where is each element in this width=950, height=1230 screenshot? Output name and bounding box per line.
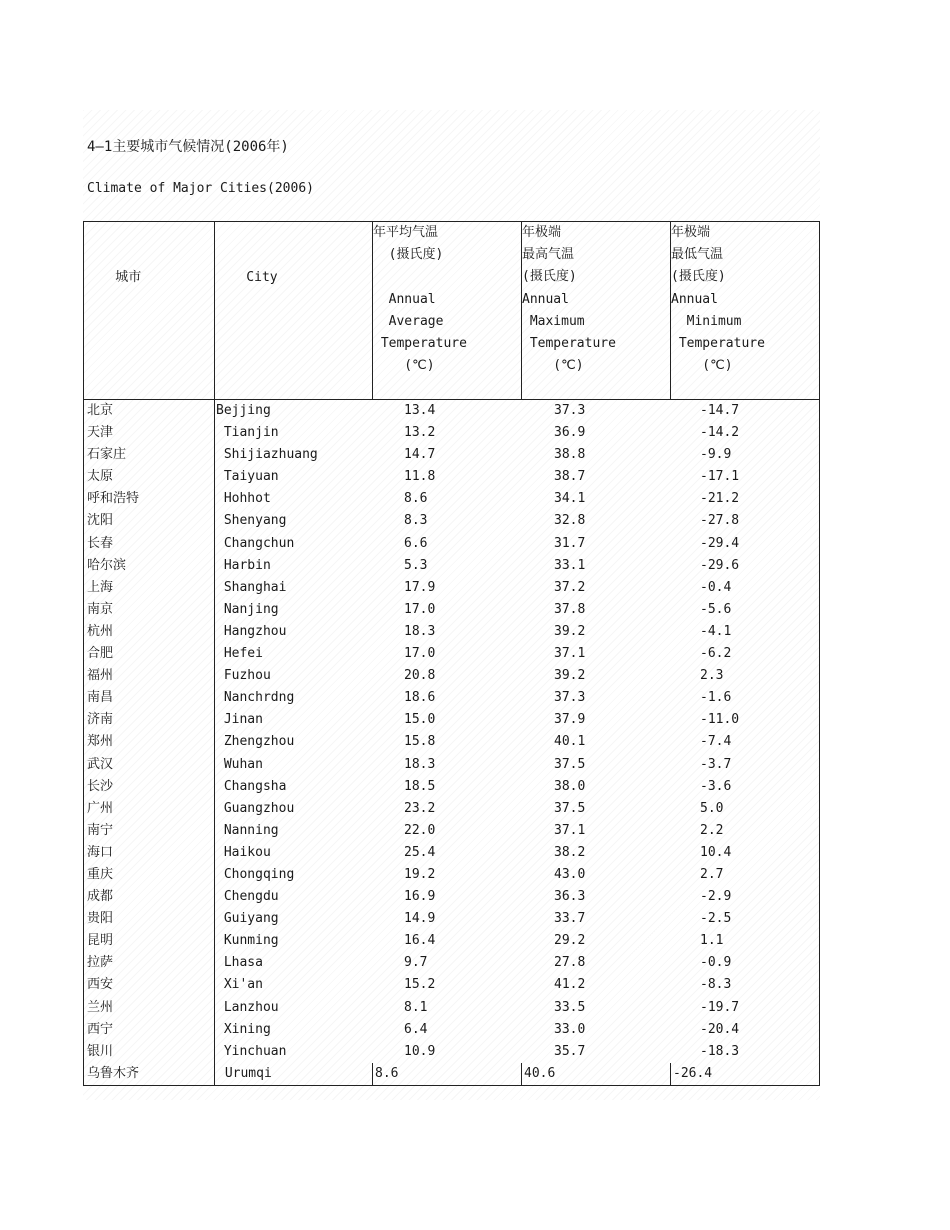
table-row xyxy=(84,422,819,444)
city-name-en: Zhengzhou xyxy=(216,734,295,750)
city-name-en: Yinchuan xyxy=(216,1043,287,1059)
city-name-en: Tianjin xyxy=(216,425,279,441)
annual-average-temperature: 18.6 xyxy=(404,690,436,706)
city-name-cn: 杭州 xyxy=(87,623,114,639)
annual-average-temperature: 25.4 xyxy=(404,844,436,860)
city-name-cn: 长春 xyxy=(87,535,114,551)
city-name-en: Nanchrdng xyxy=(216,690,295,706)
annual-maximum-temperature: 39.2 xyxy=(554,623,586,639)
annual-average-temperature: 14.9 xyxy=(404,911,436,927)
annual-maximum-temperature: 29.2 xyxy=(554,933,586,949)
annual-maximum-temperature: 37.3 xyxy=(554,403,586,418)
header-annual-maximum-temperature xyxy=(521,222,670,399)
city-name-cn: 南昌 xyxy=(87,690,114,706)
table-row xyxy=(84,1019,819,1041)
table-body xyxy=(84,400,819,1085)
table-row xyxy=(84,754,819,776)
city-name-en: Jinan xyxy=(216,712,263,728)
city-name-en: Chongqing xyxy=(216,866,295,882)
city-name-cn: 武汉 xyxy=(87,756,114,772)
annual-maximum-temperature: 36.9 xyxy=(554,425,586,441)
annual-maximum-temperature: 41.2 xyxy=(554,977,586,993)
header-avg-line: 年平均气温 xyxy=(373,225,439,240)
city-name-en: Changchun xyxy=(216,535,295,551)
city-name-cn: 天津 xyxy=(87,425,114,441)
city-name-cn: 呼和浩特 xyxy=(87,491,140,507)
annual-average-temperature: 18.3 xyxy=(404,623,436,639)
city-name-cn: 哈尔滨 xyxy=(87,557,127,573)
annual-maximum-temperature: 38.8 xyxy=(554,447,586,463)
city-name-en: Chengdu xyxy=(216,889,279,905)
header-min-line: Temperature xyxy=(671,335,765,351)
header-avg-line: Average xyxy=(373,313,444,329)
annual-average-temperature: 8.1 xyxy=(404,999,428,1015)
city-name-cn: 贵阳 xyxy=(87,911,114,927)
table-row xyxy=(84,908,819,930)
city-name-cn: 太原 xyxy=(87,469,114,485)
annual-minimum-temperature: -26.4 xyxy=(670,1063,819,1085)
annual-average-temperature: 10.9 xyxy=(404,1043,436,1059)
annual-average-temperature: 14.7 xyxy=(404,447,436,463)
annual-minimum-temperature: -8.3 xyxy=(700,977,732,993)
annual-maximum-temperature: 39.2 xyxy=(554,668,586,684)
city-name-cn: 石家庄 xyxy=(87,447,127,463)
annual-average-temperature: 11.8 xyxy=(404,469,436,485)
annual-maximum-temperature: 33.1 xyxy=(554,557,586,573)
table-row xyxy=(84,577,819,599)
annual-average-temperature: 13.2 xyxy=(404,425,436,441)
city-name-en: Kunming xyxy=(216,933,279,949)
table-row xyxy=(84,974,819,996)
annual-average-temperature: 17.0 xyxy=(404,601,436,617)
header-city-en-cell xyxy=(214,222,372,399)
annual-average-temperature: 18.5 xyxy=(404,778,436,794)
annual-minimum-temperature: 2.3 xyxy=(700,668,724,684)
city-name-cn: 乌鲁木齐 xyxy=(87,1065,140,1081)
city-name-cn: 上海 xyxy=(87,579,114,595)
annual-minimum-temperature: -3.6 xyxy=(700,778,732,794)
header-annual-minimum-temperature xyxy=(670,222,819,399)
header-city-en: City xyxy=(215,270,278,285)
city-name-cn: 成都 xyxy=(87,889,114,905)
table-header xyxy=(84,222,819,400)
header-min-line: (℃) xyxy=(671,358,733,374)
city-name-en: Xi'an xyxy=(216,977,263,993)
header-city-cn: 城市 xyxy=(84,270,142,285)
annual-maximum-temperature: 37.8 xyxy=(554,601,586,617)
city-name-cn: 南京 xyxy=(87,601,114,617)
annual-maximum-temperature: 40.1 xyxy=(554,734,586,750)
annual-maximum-temperature: 33.7 xyxy=(554,911,586,927)
annual-minimum-temperature: -29.6 xyxy=(700,557,740,573)
table-row xyxy=(84,776,819,798)
annual-average-temperature: 23.2 xyxy=(404,800,436,816)
annual-maximum-temperature: 37.1 xyxy=(554,646,586,662)
city-name-cn: 昆明 xyxy=(87,933,114,949)
annual-minimum-temperature: -7.4 xyxy=(700,734,732,750)
table-row xyxy=(84,997,819,1019)
city-name-en: Xining xyxy=(216,1021,271,1037)
city-name-en: Nanjing xyxy=(216,601,279,617)
table-row xyxy=(84,820,819,842)
header-min-line: 最低气温 xyxy=(671,247,724,263)
annual-average-temperature: 17.9 xyxy=(404,579,436,595)
header-max-line: 最高气温 xyxy=(522,247,575,263)
annual-average-temperature: 9.7 xyxy=(404,955,428,971)
header-min-line: (摄氏度) xyxy=(671,269,726,285)
column-divider xyxy=(214,400,215,1085)
city-name-cn: 重庆 xyxy=(87,866,114,882)
table-title-chinese: 4—1主要城市气候情况(2006年) xyxy=(87,139,289,155)
header-max-line: Temperature xyxy=(522,335,616,351)
annual-average-temperature: 17.0 xyxy=(404,646,436,662)
city-name-cn: 银川 xyxy=(87,1043,114,1059)
header-min-line: Minimum xyxy=(671,313,742,329)
table-row xyxy=(84,709,819,731)
city-name-en: Lhasa xyxy=(216,955,263,971)
table-row xyxy=(84,488,819,510)
header-max-line: (摄氏度) xyxy=(522,269,577,285)
city-name-cn: 南宁 xyxy=(87,822,114,838)
city-name-en: Urumqi xyxy=(214,1063,372,1085)
header-max-line: 年极端 xyxy=(522,225,562,240)
table-row xyxy=(84,930,819,952)
annual-average-temperature: 16.9 xyxy=(404,889,436,905)
table-row xyxy=(84,510,819,532)
table-row xyxy=(84,952,819,974)
city-name-en: Fuzhou xyxy=(216,668,271,684)
annual-maximum-temperature: 37.3 xyxy=(554,690,586,706)
annual-maximum-temperature: 40.6 xyxy=(521,1063,670,1085)
table-row xyxy=(84,886,819,908)
annual-minimum-temperature: -6.2 xyxy=(700,646,732,662)
annual-maximum-temperature: 32.8 xyxy=(554,513,586,529)
city-name-cn: 郑州 xyxy=(87,734,114,750)
annual-minimum-temperature: -3.7 xyxy=(700,756,732,772)
annual-average-temperature: 18.3 xyxy=(404,756,436,772)
city-name-cn: 兰州 xyxy=(87,999,114,1015)
city-name-cn: 西宁 xyxy=(87,1021,114,1037)
annual-maximum-temperature: 27.8 xyxy=(554,955,586,971)
table-row xyxy=(84,444,819,466)
annual-maximum-temperature: 38.7 xyxy=(554,469,586,485)
header-max-line: (℃) xyxy=(522,358,584,374)
annual-average-temperature: 8.6 xyxy=(372,1063,521,1085)
city-name-en: Taiyuan xyxy=(216,469,279,485)
annual-maximum-temperature: 33.5 xyxy=(554,999,586,1015)
table-row xyxy=(84,687,819,709)
annual-maximum-temperature: 37.1 xyxy=(554,822,586,838)
city-name-cn: 长沙 xyxy=(87,778,114,794)
annual-minimum-temperature: -27.8 xyxy=(700,513,740,529)
city-name-en: Shijiazhuang xyxy=(216,447,318,463)
city-name-en: Guangzhou xyxy=(216,800,295,816)
annual-maximum-temperature: 43.0 xyxy=(554,866,586,882)
table-row xyxy=(84,533,819,555)
annual-maximum-temperature: 37.9 xyxy=(554,712,586,728)
annual-minimum-temperature: -2.5 xyxy=(700,911,732,927)
city-name-en: Shenyang xyxy=(216,513,287,529)
annual-minimum-temperature: -4.1 xyxy=(700,623,732,639)
annual-maximum-temperature: 31.7 xyxy=(554,535,586,551)
climate-table xyxy=(83,221,820,1086)
annual-average-temperature: 6.4 xyxy=(404,1021,428,1037)
header-avg-line xyxy=(373,266,521,288)
city-name-cn: 拉萨 xyxy=(87,955,114,971)
annual-average-temperature: 20.8 xyxy=(404,668,436,684)
city-name-en: Wuhan xyxy=(216,756,263,772)
annual-maximum-temperature: 35.7 xyxy=(554,1043,586,1059)
header-avg-line: (℃) xyxy=(373,358,435,374)
header-avg-line: Temperature xyxy=(373,335,467,351)
table-row xyxy=(84,643,819,665)
annual-minimum-temperature: -21.2 xyxy=(700,491,740,507)
annual-minimum-temperature: -14.7 xyxy=(700,403,740,418)
table-row xyxy=(84,555,819,577)
annual-average-temperature: 6.6 xyxy=(404,535,428,551)
annual-minimum-temperature: -11.0 xyxy=(700,712,740,728)
city-name-en: Changsha xyxy=(216,778,287,794)
annual-minimum-temperature: -2.9 xyxy=(700,889,732,905)
city-name-en: Bejjing xyxy=(216,403,271,418)
annual-maximum-temperature: 36.3 xyxy=(554,889,586,905)
city-name-en: Haikou xyxy=(216,844,271,860)
header-min-line: Annual xyxy=(671,291,718,307)
header-city-cn-cell xyxy=(84,222,214,399)
table-row xyxy=(84,731,819,753)
annual-minimum-temperature: -5.6 xyxy=(700,601,732,617)
table-row xyxy=(84,842,819,864)
table-row xyxy=(84,1063,819,1085)
annual-minimum-temperature: 2.7 xyxy=(700,866,724,882)
annual-minimum-temperature: -0.4 xyxy=(700,579,732,595)
annual-minimum-temperature: -14.2 xyxy=(700,425,740,441)
city-name-cn: 广州 xyxy=(87,800,114,816)
table-row xyxy=(84,1041,819,1063)
annual-average-temperature: 5.3 xyxy=(404,557,428,573)
annual-average-temperature: 16.4 xyxy=(404,933,436,949)
annual-maximum-temperature: 38.2 xyxy=(554,844,586,860)
header-avg-line: Annual xyxy=(373,291,436,307)
city-name-cn: 济南 xyxy=(87,712,114,728)
table-row xyxy=(84,400,819,422)
city-name-cn: 福州 xyxy=(87,668,114,684)
annual-average-temperature: 15.2 xyxy=(404,977,436,993)
table-row xyxy=(84,599,819,621)
city-name-en: Lanzhou xyxy=(216,999,279,1015)
annual-maximum-temperature: 34.1 xyxy=(554,491,586,507)
city-name-cn: 北京 xyxy=(87,403,114,418)
header-max-line: Maximum xyxy=(522,313,585,329)
annual-minimum-temperature: -0.9 xyxy=(700,955,732,971)
annual-maximum-temperature: 37.5 xyxy=(554,800,586,816)
annual-average-temperature: 15.0 xyxy=(404,712,436,728)
annual-maximum-temperature: 33.0 xyxy=(554,1021,586,1037)
annual-minimum-temperature: 5.0 xyxy=(700,800,724,816)
city-name-cn: 沈阳 xyxy=(87,513,114,529)
table-row xyxy=(84,864,819,886)
annual-average-temperature: 19.2 xyxy=(404,866,436,882)
city-name-cn: 西安 xyxy=(87,977,114,993)
table-row xyxy=(84,621,819,643)
annual-average-temperature: 22.0 xyxy=(404,822,436,838)
annual-minimum-temperature: 1.1 xyxy=(700,933,724,949)
city-name-en: Shanghai xyxy=(216,579,287,595)
city-name-cn: 海口 xyxy=(87,844,114,860)
city-name-en: Harbin xyxy=(216,557,271,573)
annual-average-temperature: 13.4 xyxy=(404,403,436,418)
table-row xyxy=(84,665,819,687)
annual-minimum-temperature: -20.4 xyxy=(700,1021,740,1037)
header-max-line: Annual xyxy=(522,291,569,307)
header-avg-line: (摄氏度) xyxy=(373,247,444,263)
city-name-en: Hangzhou xyxy=(216,623,287,639)
annual-minimum-temperature: -19.7 xyxy=(700,999,740,1015)
annual-average-temperature: 8.3 xyxy=(404,513,428,529)
table-row xyxy=(84,466,819,488)
city-name-en: Guiyang xyxy=(216,911,279,927)
annual-average-temperature: 15.8 xyxy=(404,734,436,750)
annual-minimum-temperature: -17.1 xyxy=(700,469,740,485)
city-name-cn: 合肥 xyxy=(87,646,114,662)
annual-maximum-temperature: 38.0 xyxy=(554,778,586,794)
annual-maximum-temperature: 37.2 xyxy=(554,579,586,595)
annual-minimum-temperature: -9.9 xyxy=(700,447,732,463)
annual-maximum-temperature: 37.5 xyxy=(554,756,586,772)
city-name-en: Nanning xyxy=(216,822,279,838)
city-name-en: Hohhot xyxy=(216,491,271,507)
table-row xyxy=(84,798,819,820)
table-title-english: Climate of Major Cities(2006) xyxy=(87,181,314,196)
annual-average-temperature: 8.6 xyxy=(404,491,428,507)
city-name-en: Hefei xyxy=(216,646,263,662)
header-min-line: 年极端 xyxy=(671,225,711,240)
annual-minimum-temperature: -18.3 xyxy=(700,1043,740,1059)
annual-minimum-temperature: -1.6 xyxy=(700,690,732,706)
header-annual-average-temperature xyxy=(372,222,521,399)
annual-minimum-temperature: 10.4 xyxy=(700,844,732,860)
annual-minimum-temperature: -29.4 xyxy=(700,535,740,551)
annual-minimum-temperature: 2.2 xyxy=(700,822,724,838)
